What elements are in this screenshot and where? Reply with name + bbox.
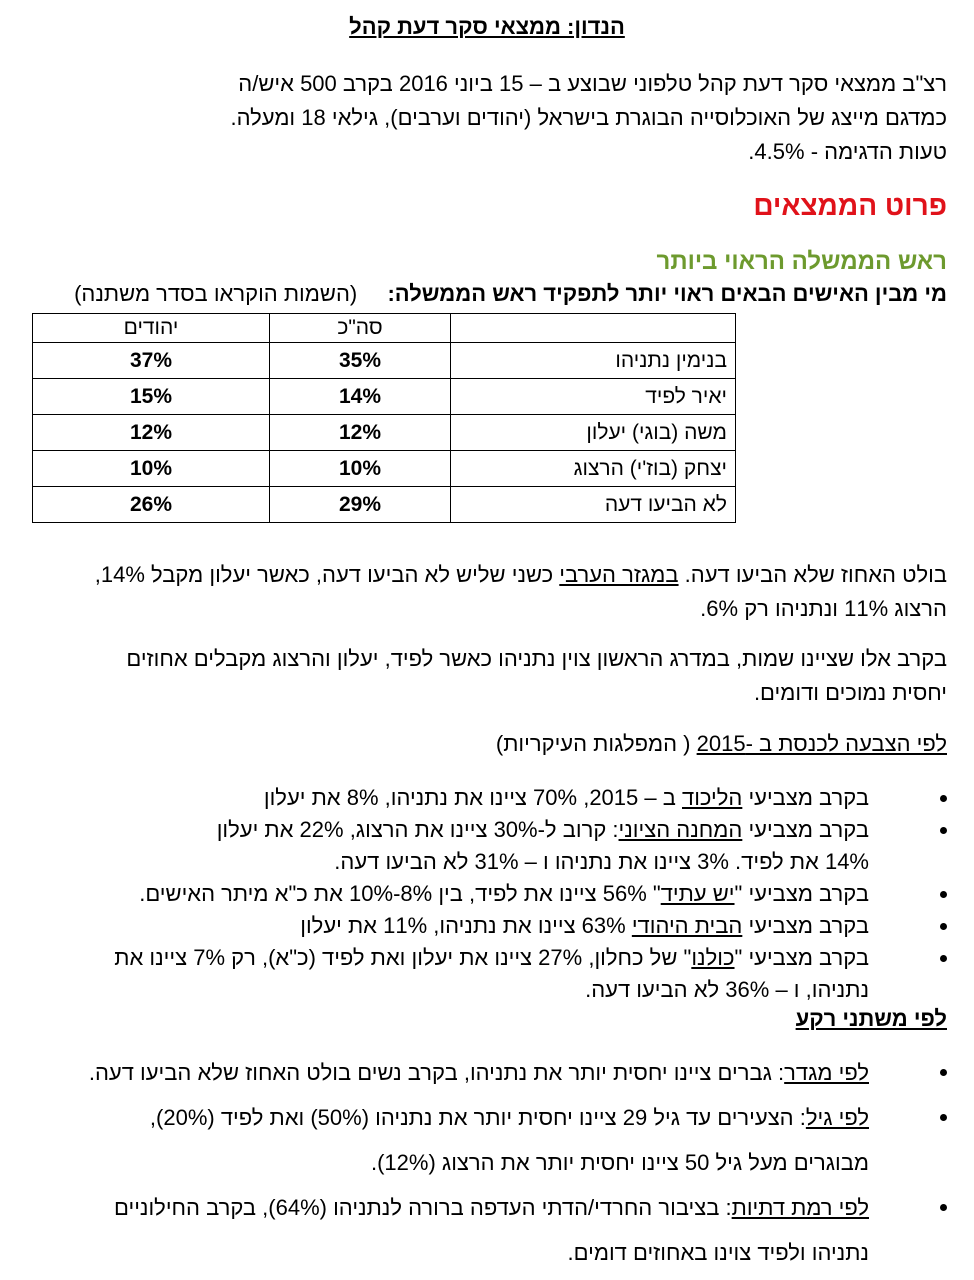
- intro: [27, 67, 947, 169]
- bullet-icon: [940, 1204, 947, 1211]
- row-total: 35%: [270, 343, 451, 379]
- list-item: לפי גיל: הצעירים עד גיל 29 ציינו יחסית יותר את נתניהו (50%) ואת לפיד (20%), מבוגרים מעל גיל 50 ציינו יחסית יותר את הרצוג (12%).: [27, 1095, 947, 1185]
- para1-line-2: הרצוג 11% ונתניהו רק 6%.: [700, 596, 947, 621]
- list-item: בקרב מצביעי המחנה הציוני: קרוב ל-30% ציינו את הרצוג, 22% את יעלון 14% את לפיד. 3% ציינו את נתניהו ו – 31% לא הביעו דעה.: [27, 814, 947, 878]
- by-vote-heading: [27, 727, 947, 761]
- table-row: [33, 343, 736, 379]
- header-name: [451, 314, 736, 343]
- by-vote-heading-note: ( המפלגות העיקריות): [495, 731, 697, 756]
- section-heading: פרוט הממצאים: [753, 190, 947, 221]
- results-table: [32, 313, 736, 523]
- party-name: הליכוד: [682, 785, 743, 810]
- background-label: לפי מגדר: [784, 1060, 869, 1085]
- document-title: הנדון: ממצאי סקר דעת קהל: [349, 14, 625, 39]
- row-name: בנימין נתניהו: [451, 343, 736, 379]
- paragraph-named: [27, 642, 947, 710]
- table-row: [33, 379, 736, 415]
- para2-line-2: יחסית נמוכים ודומים.: [753, 680, 947, 705]
- intro-line-3: טעות הדגימה - 4.5%.: [748, 139, 947, 164]
- bullet-icon: [940, 1114, 947, 1121]
- background-list: [27, 1050, 947, 1275]
- bullet-icon: [940, 1069, 947, 1076]
- row-name: משה (בוגי) יעלון: [451, 415, 736, 451]
- party-name: יש עתיד: [660, 881, 735, 906]
- question-text: מי מבין האישים הבאים ראוי יותר לתפקיד ראש הממשלה:: [387, 281, 947, 306]
- background-label: לפי רמת דתיות: [731, 1195, 869, 1220]
- table-header-row: [33, 314, 736, 343]
- para1-text-b: כשני שליש לא הביעו דעה, כאשר יעלון מקבל 14%,: [94, 562, 560, 587]
- bullet-icon: [940, 795, 947, 802]
- table-row: [33, 415, 736, 451]
- intro-line-2: כמדגם מייצג של האוכלוסייה הבוגרת בישראל (יהודים וערבים), גילאי 18 ומעלה.: [230, 105, 947, 130]
- question: [27, 277, 947, 311]
- row-jews: 12%: [33, 415, 270, 451]
- header-total: סה"כ: [270, 314, 451, 343]
- background-label: לפי גיל: [805, 1105, 869, 1130]
- header-jews: יהודים: [33, 314, 270, 343]
- bullet-icon: [940, 955, 947, 962]
- row-total: 29%: [270, 487, 451, 523]
- list-item: בקרב מצביעי הבית היהודי 63% ציינו את נתניהו, 11% את יעלון: [27, 910, 947, 942]
- table-row: [33, 487, 736, 523]
- row-jews: 15%: [33, 379, 270, 415]
- bullet-icon: [940, 923, 947, 930]
- row-name: יצחק (בוז'י) הרצוג: [451, 451, 736, 487]
- party-name: הבית היהודי: [631, 913, 743, 938]
- para1-text-a: בולט האחוז שלא הביעו דעה.: [678, 562, 947, 587]
- party-name: כולנו: [691, 945, 735, 970]
- list-item: בקרב מצביעי הליכוד ב – 2015, 70% ציינו את נתניהו, 8% את יעלון: [27, 782, 947, 814]
- row-jews: 37%: [33, 343, 270, 379]
- row-name: יאיר לפיד: [451, 379, 736, 415]
- bullet-icon: [940, 827, 947, 834]
- table-row: [33, 451, 736, 487]
- row-jews: 26%: [33, 487, 270, 523]
- by-background-heading: לפי משתני רקע: [795, 1006, 947, 1031]
- party-name: המחנה הציוני: [618, 817, 743, 842]
- intro-line-1: רצ"ב ממצאי סקר דעת קהל טלפוני שבוצע ב – 15 ביוני 2016 בקרב 500 איש/ה: [238, 71, 947, 96]
- row-total: 14%: [270, 379, 451, 415]
- list-item: לפי רמת דתיות: בציבור החרדי/הדתי העדפה ברורה לנתניהו (64%), בקרב החילוניים נתניהו ולפיד צוינו באחוזים דומים.: [27, 1185, 947, 1275]
- row-name: לא הביעו דעה: [451, 487, 736, 523]
- list-item: בקרב מצביעי "יש עתיד" 56% ציינו את לפיד, בין 8%-10% את כ"א מיתר האישים.: [27, 878, 947, 910]
- by-vote-heading-label: לפי הצבעה לכנסת ב -2015: [696, 731, 947, 756]
- para2-line-1: בקרב אלו שציינו שמות, במדרג הראשון צוין נתניהו כאשר לפיד, יעלון והרצוג מקבלים אחוזים: [126, 646, 947, 671]
- list-item: בקרב מצביעי "כולנו" של כחלון, 27% ציינו את יעלון ואת לפיד (כ"א), רק 7% ציינו את נתניהו, ו – 36% לא הביעו דעה.: [27, 942, 947, 1006]
- vote-list: [27, 782, 947, 1006]
- arab-sector-label: במגזר הערבי: [559, 562, 679, 587]
- list-item: לפי מגדר: גברים ציינו יחסית יותר את נתניהו, בקרב נשים בולט האחוז שלא הביעו דעה.: [27, 1050, 947, 1095]
- subheading: ראש הממשלה הראוי ביותר: [656, 248, 947, 275]
- row-jews: 10%: [33, 451, 270, 487]
- paragraph-arab-sector: [27, 558, 947, 626]
- row-total: 12%: [270, 415, 451, 451]
- question-note: (השמות הוקראו בסדר משתנה): [74, 281, 358, 306]
- bullet-icon: [940, 891, 947, 898]
- row-total: 10%: [270, 451, 451, 487]
